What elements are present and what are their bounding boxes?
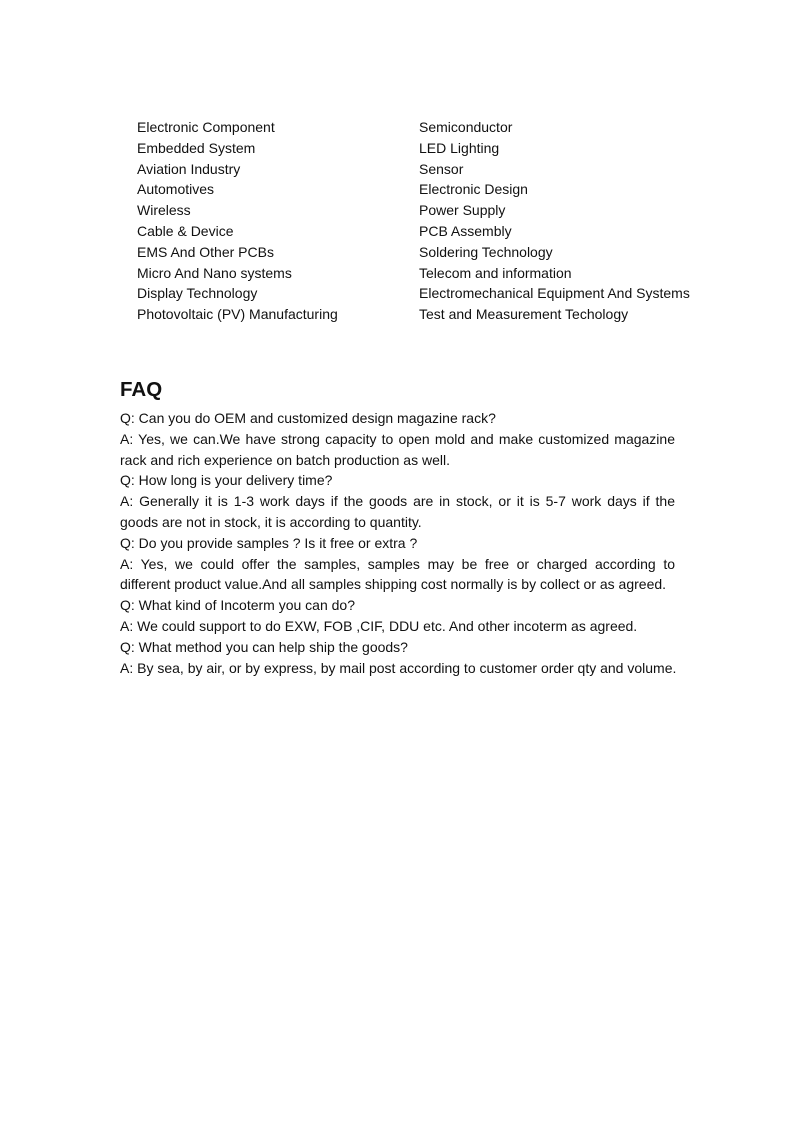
industry-item: Cable & Device	[137, 222, 234, 239]
industry-item: Power Supply	[419, 202, 506, 219]
industry-item: Telecom and information	[419, 264, 572, 281]
industry-item: Electromechanical Equipment And Systems	[419, 285, 690, 302]
faq-heading: FAQ	[120, 378, 163, 401]
faq-answer: A: Yes, we could offer the samples, samples may be free or charged according to different product value.And all samples shipping cost normally is by collect or as agreed.	[120, 555, 675, 593]
industry-item: Electronic Design	[419, 181, 528, 198]
industry-item: Soldering Technology	[419, 243, 553, 260]
faq-question: Q: How long is your delivery time?	[120, 472, 333, 489]
industry-item: Wireless	[137, 202, 191, 219]
faq-answer: A: By sea, by air, or by express, by mail post according to customer order qty and volume.	[120, 659, 677, 676]
faq-question: Q: Can you do OEM and customized design magazine rack?	[120, 410, 496, 426]
industry-item: Embedded System	[137, 139, 256, 156]
industry-item: Electronic Component	[137, 119, 275, 135]
faq-section	[120, 408, 675, 678]
faq-question: Q: Do you provide samples ? Is it free or extra ?	[120, 534, 418, 551]
faq-question: Q: What method you can help ship the goods?	[120, 638, 408, 655]
faq-question: Q: What kind of Incoterm you can do?	[120, 597, 356, 614]
faq-answer: A: We could support to do EXW, FOB ,CIF, DDU etc. And other incoterm as agreed.	[120, 617, 638, 634]
industry-item: Aviation Industry	[137, 160, 241, 177]
industry-item: Display Technology	[137, 285, 258, 302]
industry-list	[137, 117, 707, 325]
industry-item: PCB Assembly	[419, 222, 512, 239]
industry-item: Semiconductor	[419, 119, 513, 135]
industry-item: Test and Measurement Techology	[419, 306, 629, 323]
industry-item: Sensor	[419, 160, 464, 177]
industry-item: Photovoltaic (PV) Manufacturing	[137, 306, 338, 323]
industry-item: Automotives	[137, 181, 215, 198]
industry-item: EMS And Other PCBs	[137, 243, 274, 260]
industry-column-left	[137, 117, 419, 325]
faq-answer: A: Generally it is 1-3 work days if the goods are in stock, or it is 5-7 work days if the goods are not in stock, it is according to quantity.	[120, 493, 675, 530]
industry-item: LED Lighting	[419, 139, 500, 156]
industry-column-right	[419, 117, 707, 325]
faq-answer: A: Yes, we can.We have strong capacity to open mold and make customized magazine rack and rich experience on batch production as well.	[120, 430, 675, 468]
industry-item: Micro And Nano systems	[137, 264, 292, 281]
